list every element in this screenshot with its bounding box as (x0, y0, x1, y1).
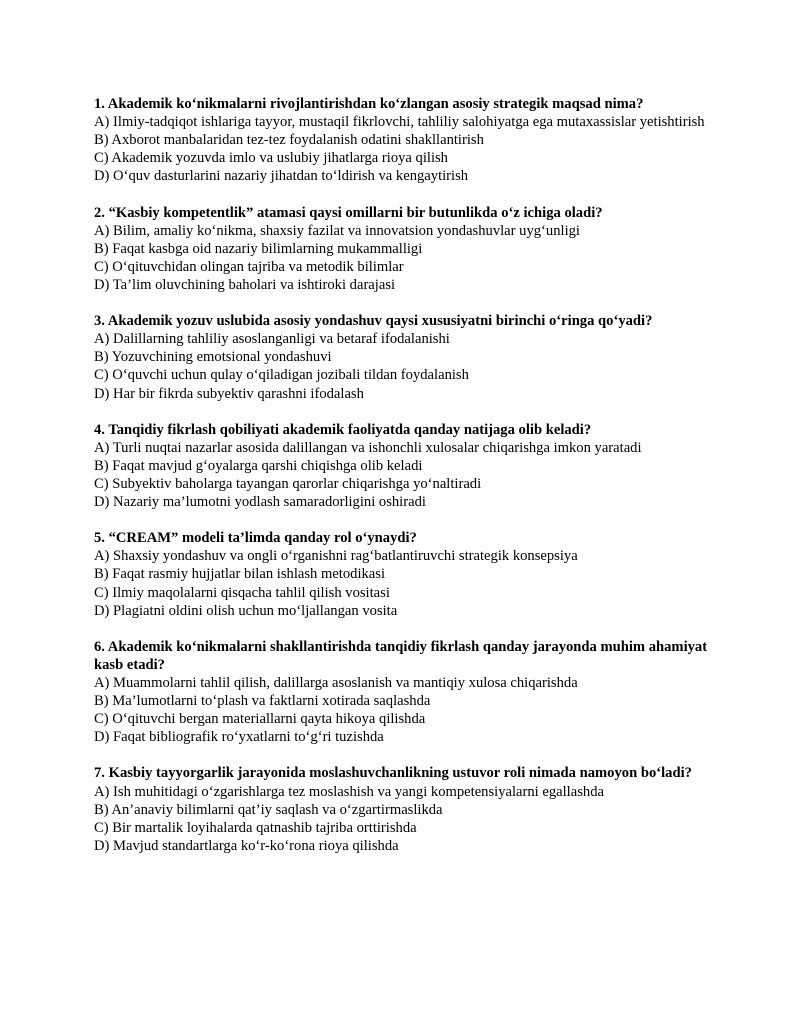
option-a: A) Turli nuqtai nazarlar asosida dalillangan va ishonchli xulosalar chiqarishga imkon yaratadi (94, 439, 642, 456)
option-a: A) Shaxsiy yondashuv va ongli o‘rganishni rag‘batlantiruvchi strategik konsepsiya (94, 548, 578, 565)
option-b: B) Faqat rasmiy hujjatlar bilan ishlash metodikasi (94, 566, 386, 583)
option-c: C) Akademik yozuvda imlo va uslubiy jihatlarga rioya qilish (94, 150, 448, 167)
question-5 (94, 529, 714, 619)
option-b: B) Faqat kasbga oid nazariy bilimlarning mukammalligi (94, 240, 423, 257)
option-c: C) O‘quvchi uchun qulay o‘qiladigan jozibali tildan foydalanish (94, 367, 469, 384)
question-text: 6. Akademik ko‘nikmalarni shakllantirishda tanqidiy fikrlash qanday jarayonda muhim ahamiyat kasb etadi? (94, 638, 708, 673)
question-text: 3. Akademik yozuv uslubida asosiy yondashuv qaysi xususiyatni birinchi o‘ringa qo‘yadi? (94, 313, 653, 330)
option-d: D) Plagiatni oldini olish uchun mo‘ljallangan vosita (94, 602, 398, 619)
question-text: 7. Kasbiy tayyorgarlik jarayonida moslashuvchanlikning ustuvor roli nimada namoyon bo‘ladi? (94, 765, 692, 782)
question-4 (94, 421, 714, 511)
option-a: A) Ilmiy-tadqiqot ishlariga tayyor, mustaqil fikrlovchi, tahliliy salohiyatga ega mutaxassislar yetishtirish (94, 114, 705, 131)
option-d: D) Nazariy ma’lumotni yodlash samaradorligini oshiradi (94, 494, 426, 511)
question-text: 2. “Kasbiy kompetentlik” atamasi qaysi omillarni bir butunlikda o‘z ichiga oladi? (94, 204, 603, 221)
option-d: D) Har bir fikrda subyektiv qarashni ifodalash (94, 385, 364, 402)
question-3 (94, 312, 714, 402)
question-text: 1. Akademik ko‘nikmalarni rivojlantirishdan ko‘zlangan asosiy strategik maqsad nima? (94, 96, 644, 112)
option-c: C) O‘qituvchidan olingan tajriba va metodik bilimlar (94, 258, 404, 275)
option-d: D) Ta’lim oluvchining baholari va ishtiroki darajasi (94, 276, 396, 293)
option-a: A) Dalillarning tahliliy asoslanganligi va betaraf ifodalanishi (94, 331, 450, 348)
question-7 (94, 764, 714, 854)
question-1 (94, 95, 714, 185)
option-c: C) Ilmiy maqolalarni qisqacha tahlil qilish vositasi (94, 584, 390, 601)
option-d: D) O‘quv dasturlarini nazariy jihatdan to‘ldirish va kengaytirish (94, 168, 469, 185)
option-b: B) Ma’lumotlarni to‘plash va faktlarni xotirada saqlashda (94, 693, 431, 710)
option-b: B) Yozuvchining emotsional yondashuvi (94, 349, 332, 366)
option-a: A) Bilim, amaliy ko‘nikma, shaxsiy fazilat va innovatsion yondashuvlar uyg‘unligi (94, 222, 580, 239)
option-b: B) An’anaviy bilimlarni qat’iy saqlash va o‘zgartirmaslikda (94, 801, 443, 818)
question-text: 5. “CREAM” modeli ta’limda qanday rol o‘ynaydi? (94, 530, 417, 547)
question-6 (94, 638, 714, 747)
option-a: A) Muammolarni tahlil qilish, dalillarga asoslanish va mantiqiy xulosa chiqarishda (94, 675, 578, 691)
option-c: C) Bir martalik loyihalarda qatnashib tajriba orttirishda (94, 819, 417, 836)
question-2 (94, 204, 714, 294)
option-d: D) Mavjud standartlarga ko‘r-ko‘rona rioya qilishda (94, 837, 399, 854)
option-a: A) Ish muhitidagi o‘zgarishlarga tez moslashish va yangi kompetensiyalarni egallashda (94, 783, 604, 800)
option-d: D) Faqat bibliografik ro‘yxatlarni to‘g‘ri tuzishda (94, 729, 384, 746)
document-page (94, 95, 714, 873)
option-b: B) Faqat mavjud g‘oyalarga qarshi chiqishga olib keladi (94, 457, 423, 474)
question-text: 4. Tanqidiy fikrlash qobiliyati akademik faoliyatda qanday natijaga olib keladi? (94, 421, 592, 438)
option-b: B) Axborot manbalaridan tez-tez foydalanish odatini shakllantirish (94, 132, 484, 149)
option-c: C) Subyektiv baholarga tayangan qarorlar chiqarishga yo‘naltiradi (94, 475, 482, 492)
option-c: C) O‘qituvchi bergan materiallarni qayta hikoya qilishda (94, 711, 426, 728)
